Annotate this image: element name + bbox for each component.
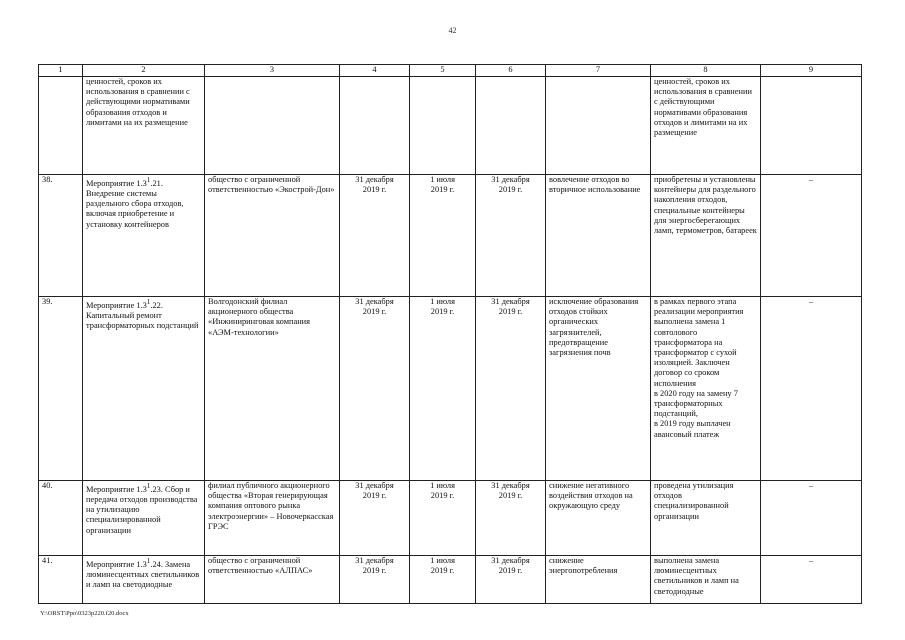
deadline-cell xyxy=(340,297,410,481)
start-date-cell xyxy=(410,481,476,556)
status-cell: проведена утилизация отходов специализированной организации xyxy=(651,481,761,556)
note-cell: – xyxy=(761,297,862,481)
column-header: 2 xyxy=(83,65,205,77)
column-header: 4 xyxy=(340,65,410,77)
deadline-day: 31 декабря xyxy=(355,175,394,184)
activity-text: .23. Сбор и передача отходов производства на утилизацию специализированной организации xyxy=(86,484,198,535)
activity-text: .21. Внедрение системы раздельного сбора отходов, включая приобретение и установку контейнеров xyxy=(86,178,184,229)
end-date-cell xyxy=(476,556,546,604)
measures-table xyxy=(38,64,862,604)
end-day: 31 декабря xyxy=(491,481,530,490)
column-header: 8 xyxy=(651,65,761,77)
start-date-cell xyxy=(410,77,476,175)
executor-cell: общество с ограниченной ответственностью «Экострой-Дон» xyxy=(205,175,340,297)
table-row xyxy=(39,481,862,556)
executor-cell xyxy=(205,77,340,175)
file-path-footer: Y:\ORST\Ppo\0323p220.f20.docx xyxy=(40,610,129,617)
start-year: 2019 г. xyxy=(430,491,455,501)
deadline-day: 31 декабря xyxy=(355,297,394,306)
activity-cell xyxy=(83,175,205,297)
deadline-year: 2019 г. xyxy=(362,566,387,576)
activity-prefix: Мероприятие 1.3 xyxy=(86,559,147,569)
end-date-cell xyxy=(476,297,546,481)
column-header: 6 xyxy=(476,65,546,77)
note-cell: – xyxy=(761,556,862,604)
deadline-cell xyxy=(340,77,410,175)
status-paragraph: в 2019 году выплачен авансовый платеж xyxy=(654,419,731,439)
deadline-cell xyxy=(340,556,410,604)
start-date-cell xyxy=(410,297,476,481)
result-cell: снижение энергопотребления xyxy=(546,556,651,604)
deadline-year: 2019 г. xyxy=(362,185,387,195)
start-date-cell xyxy=(410,175,476,297)
activity-superscript: 1 xyxy=(146,482,151,490)
table-row xyxy=(39,556,862,604)
table-row xyxy=(39,175,862,297)
activity-cell xyxy=(83,297,205,481)
result-cell xyxy=(546,77,651,175)
activity-superscript: 1 xyxy=(146,557,151,565)
page-number: 42 xyxy=(448,26,457,35)
table-row xyxy=(39,297,862,481)
end-date-cell xyxy=(476,481,546,556)
end-year: 2019 г. xyxy=(498,185,523,195)
executor-cell: филиал публичного акционерного общества «Вторая генерирующая компания оптового рынка электроэнергии» – Новочеркасская ГРЭС xyxy=(205,481,340,556)
start-day: 1 июля xyxy=(430,175,455,184)
activity-prefix: Мероприятие 1.3 xyxy=(86,300,147,310)
row-number-cell: 40. xyxy=(39,481,83,556)
start-day: 1 июля xyxy=(430,556,455,565)
note-cell: – xyxy=(761,481,862,556)
status-cell: ценностей, сроков их использования в сравнении с действующими нормативами образования отходов и лимитами на их размещение xyxy=(651,77,761,175)
start-day: 1 июля xyxy=(430,481,455,490)
activity-cell xyxy=(83,556,205,604)
end-year: 2019 г. xyxy=(498,566,523,576)
result-cell: исключение образования отходов стойких органических загрязнителей, предотвращение загрязнения почв xyxy=(546,297,651,481)
activity-text: .24. Замена люминесцентных светильников и ламп на светодиодные xyxy=(86,559,200,590)
table-row xyxy=(39,77,862,175)
activity-cell xyxy=(83,481,205,556)
end-day: 31 декабря xyxy=(491,556,530,565)
start-year: 2019 г. xyxy=(430,566,455,576)
status-paragraph: в 2020 году на замену 7 трансформаторных подстанций, xyxy=(654,388,738,419)
activity-prefix: Мероприятие 1.3 xyxy=(86,178,147,188)
end-day: 31 декабря xyxy=(491,175,530,184)
end-date-cell xyxy=(476,175,546,297)
note-cell xyxy=(761,77,862,175)
executor-cell: общество с ограниченной ответственностью «АЛПАС» xyxy=(205,556,340,604)
result-cell: вовлечение отходов во вторичное использование xyxy=(546,175,651,297)
note-cell: – xyxy=(761,175,862,297)
activity-prefix: Мероприятие 1.3 xyxy=(86,484,147,494)
start-day: 1 июля xyxy=(430,297,455,306)
row-number-cell: 38. xyxy=(39,175,83,297)
row-number-cell: 41. xyxy=(39,556,83,604)
column-header: 9 xyxy=(761,65,862,77)
start-year: 2019 г. xyxy=(430,307,455,317)
deadline-year: 2019 г. xyxy=(362,307,387,317)
start-date-cell xyxy=(410,556,476,604)
status-cell: выполнена замена люминесцентных светильников и ламп на светодиодные xyxy=(651,556,761,604)
status-cell xyxy=(651,297,761,481)
activity-superscript: 1 xyxy=(146,176,151,184)
status-cell: приобретены и установлены контейнеры для раздельного накопления отходов, специальные контейнеры для энергосберегающих ламп, термометров, батареек xyxy=(651,175,761,297)
deadline-day: 31 декабря xyxy=(355,556,394,565)
executor-cell: Волгодонский филиал акционерного общества «Инжиниринговая компания «АЭМ-технологии» xyxy=(205,297,340,481)
result-cell: снижение негативного воздействия отходов на окружающую среду xyxy=(546,481,651,556)
deadline-day: 31 декабря xyxy=(355,481,394,490)
row-number-cell xyxy=(39,77,83,175)
deadline-cell xyxy=(340,481,410,556)
activity-cell: ценностей, сроков их использования в сравнении с действующими нормативами образования отходов и лимитами на их размещение xyxy=(83,77,205,175)
deadline-year: 2019 г. xyxy=(362,491,387,501)
end-year: 2019 г. xyxy=(498,491,523,501)
table-header-row xyxy=(39,65,862,77)
column-header: 5 xyxy=(410,65,476,77)
column-header: 1 xyxy=(39,65,83,77)
column-header: 3 xyxy=(205,65,340,77)
column-header: 7 xyxy=(546,65,651,77)
end-date-cell xyxy=(476,77,546,175)
start-year: 2019 г. xyxy=(430,185,455,195)
status-paragraph: в рамках первого этапа реализации мероприятия выполнена замена 1 совтолового трансформатора на трансформатор с сухой изоляцией. Заключен договор со сроком исполнения xyxy=(654,297,744,388)
activity-text: .22. Капитальный ремонт трансформаторных подстанций xyxy=(86,300,199,331)
row-number-cell: 39. xyxy=(39,297,83,481)
end-year: 2019 г. xyxy=(498,307,523,317)
end-day: 31 декабря xyxy=(491,297,530,306)
deadline-cell xyxy=(340,175,410,297)
activity-superscript: 1 xyxy=(146,298,151,306)
